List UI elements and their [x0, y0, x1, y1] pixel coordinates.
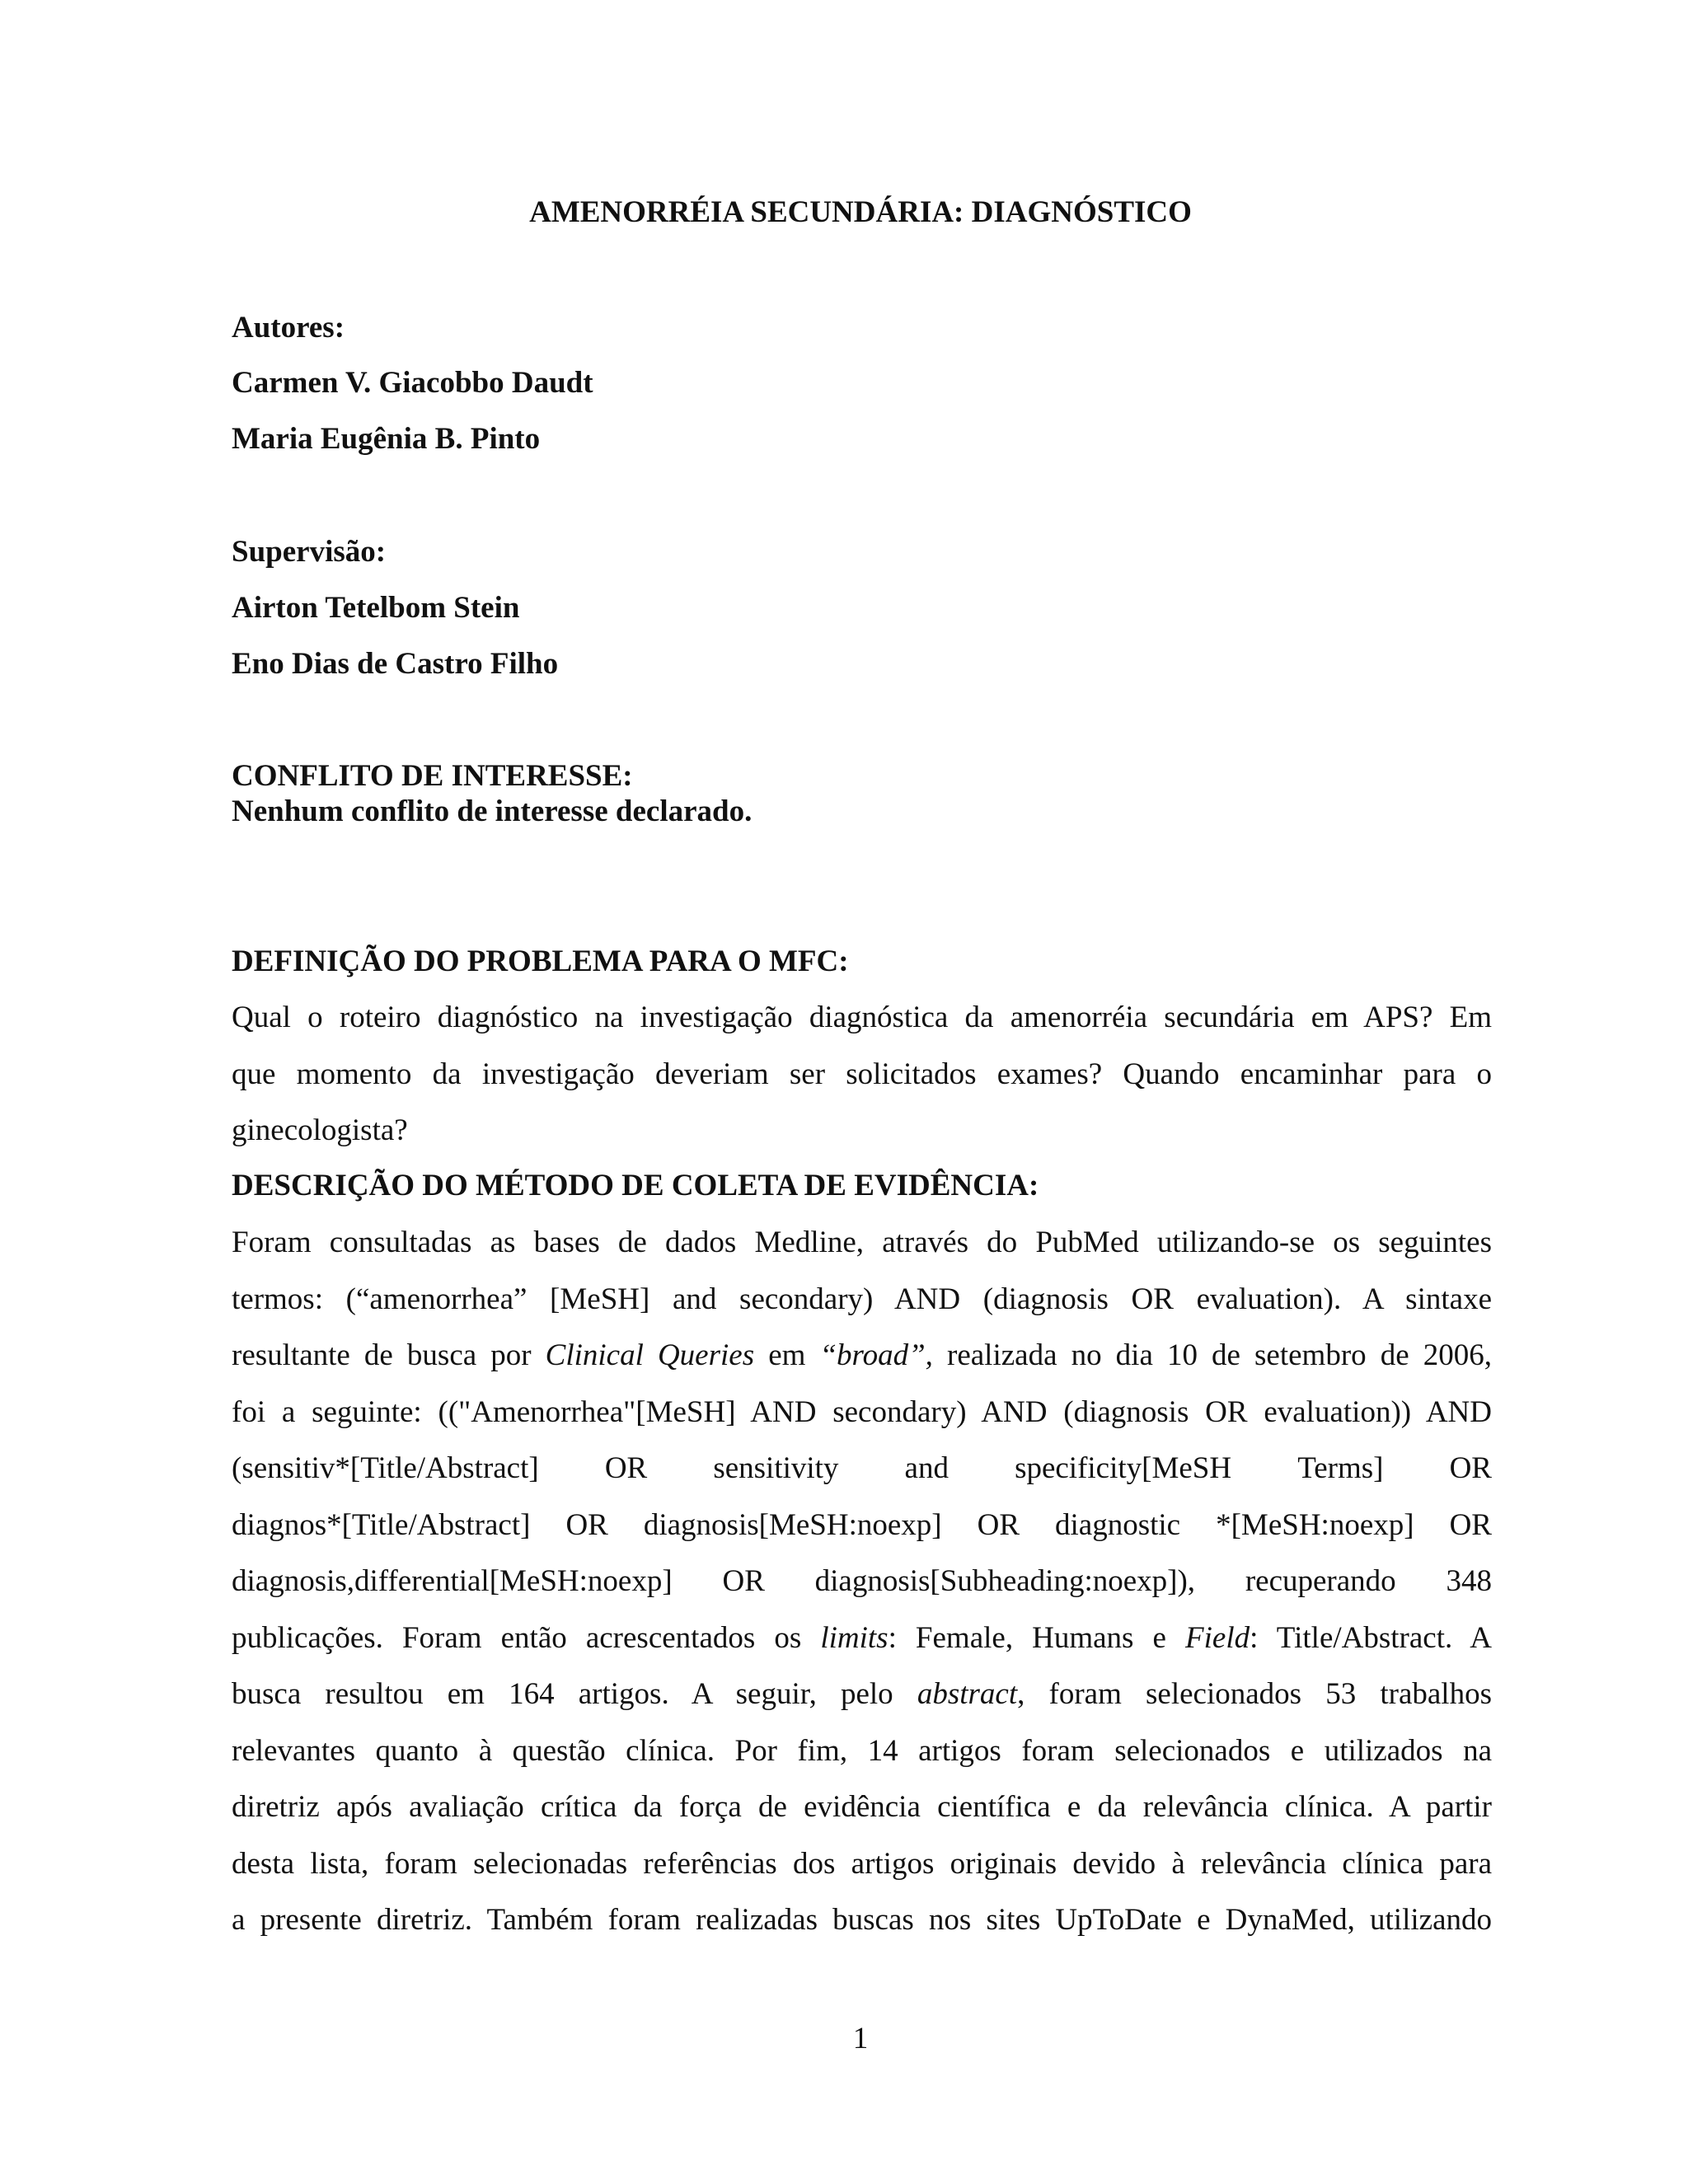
method-paragraph — [232, 1215, 1492, 1949]
problem-heading: DEFINIÇÃO DO PROBLEMA PARA O MFC: — [232, 944, 849, 978]
supervision-heading: Supervisão: — [232, 535, 387, 569]
italic-term: abstract — [917, 1677, 1018, 1711]
paragraph-line: que momento da investigação deveriam ser solicitados exames? Quando encaminhar para o — [232, 1057, 1492, 1091]
authors-heading: Autores: — [232, 311, 345, 344]
paragraph-line: diretriz após avaliação crítica da força de evidência científica e da relevância clínica. A partir — [232, 1790, 1492, 1824]
author-name: Carmen V. Giacobbo Daudt — [232, 366, 593, 400]
paragraph-line: a presente diretriz. Também foram realizadas buscas nos sites UpToDate e DynaMed, utilizando — [232, 1903, 1492, 1937]
paragraph-line: Qual o roteiro diagnóstico na investigação diagnóstica da amenorréia secundária em APS? Em — [232, 1001, 1492, 1034]
method-heading: DESCRIÇÃO DO MÉTODO DE COLETA DE EVIDÊNCIA: — [232, 1169, 1039, 1202]
paragraph-line: ginecologista? — [232, 1113, 408, 1147]
paragraph-line: busca resultou em 164 artigos. A seguir, pelo abstract, foram selecionados 53 trabalhos — [232, 1677, 1492, 1711]
document-title: AMENORRÉIA SECUNDÁRIA: DIAGNÓSTICO — [529, 195, 1192, 229]
conflict-heading: CONFLITO DE INTERESSE: — [232, 759, 633, 793]
paragraph-line: resultante de busca por Clinical Queries em “broad”, realizada no dia 10 de setembro de 2006, — [232, 1338, 1492, 1372]
italic-term: limits — [820, 1620, 889, 1655]
paragraph-line: desta lista, foram selecionadas referências dos artigos originais devido à relevância clínica para — [232, 1846, 1492, 1881]
paragraph-line: diagnosis,differential[MeSH:noexp] OR diagnosis[Subheading:noexp]), recuperando 348 — [232, 1564, 1492, 1598]
paragraph-line: foi a seguinte: (("Amenorrhea"[MeSH] AND secondary) AND (diagnosis OR evaluation)) AND — [232, 1394, 1492, 1429]
italic-term: Clinical Queries — [545, 1338, 755, 1372]
problem-paragraph — [232, 990, 1492, 1160]
author-name: Maria Eugênia B. Pinto — [232, 422, 541, 456]
paragraph-line: Foram consultadas as bases de dados Medline, através do PubMed utilizando-se os seguintes — [232, 1226, 1492, 1259]
paragraph-line: publicações. Foram então acrescentados os limits: Female, Humans e Field: Title/Abstract. A — [232, 1620, 1492, 1655]
supervisor-name: Airton Tetelbom Stein — [232, 591, 520, 625]
supervisor-name: Eno Dias de Castro Filho — [232, 647, 559, 681]
paragraph-line: relevantes quanto à questão clínica. Por fim, 14 artigos foram selecionados e utilizados na — [232, 1733, 1492, 1768]
italic-term: Field — [1185, 1620, 1250, 1655]
conflict-text: Nenhum conflito de interesse declarado. — [232, 794, 753, 828]
paragraph-line: diagnos*[Title/Abstract] OR diagnosis[MeSH:noexp] OR diagnostic *[MeSH:noexp] OR — [232, 1507, 1492, 1542]
paragraph-line: termos: (“amenorrhea” [MeSH] and secondary) AND (diagnosis OR evaluation). A sintaxe — [232, 1282, 1492, 1316]
page-number: 1 — [852, 2022, 869, 2055]
italic-term: “broad”, — [819, 1338, 933, 1372]
paragraph-line: (sensitiv*[Title/Abstract] OR sensitivity and specificity[MeSH Terms] OR — [232, 1451, 1492, 1485]
